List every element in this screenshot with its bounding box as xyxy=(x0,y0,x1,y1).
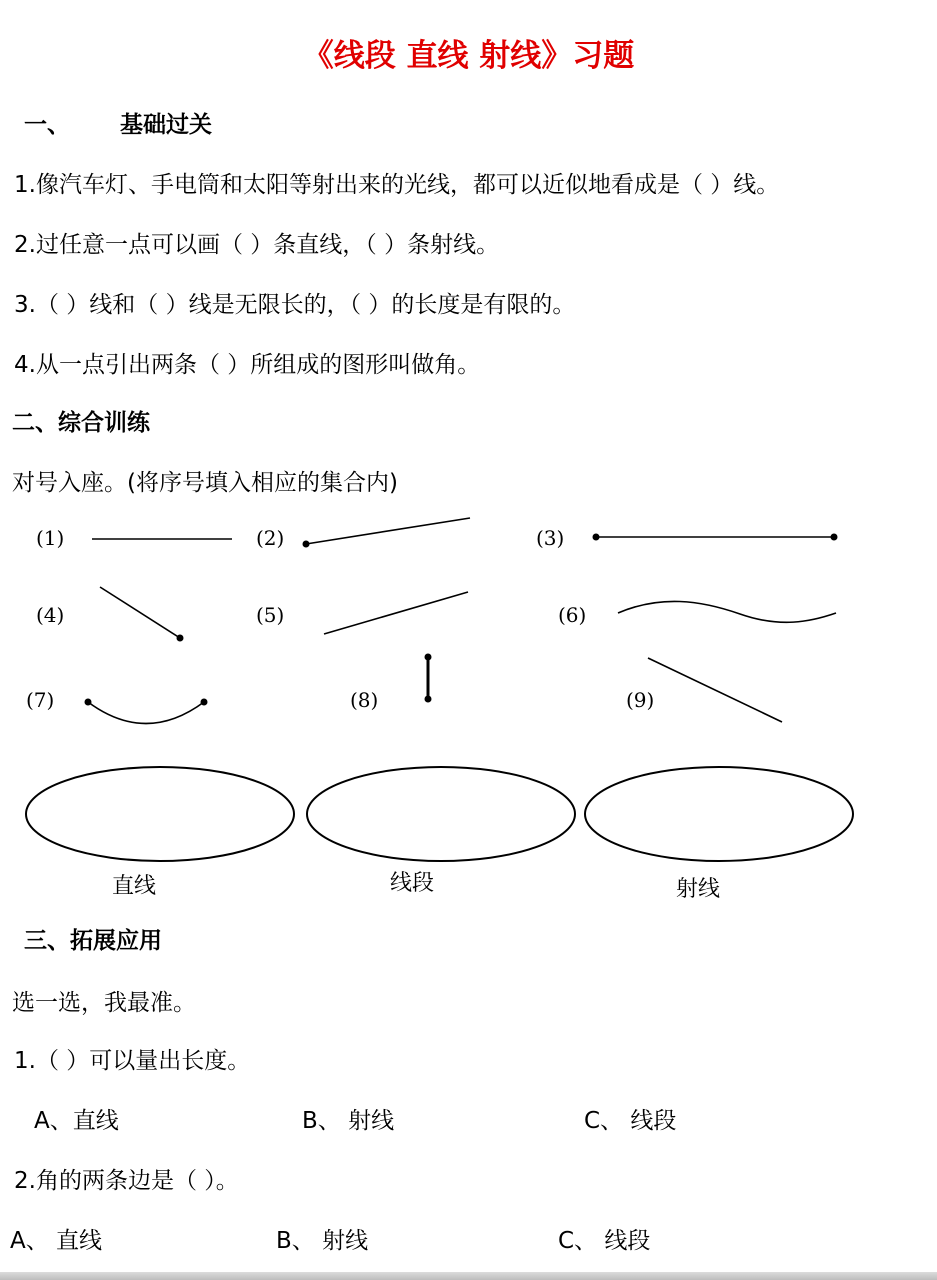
figure-4-ray xyxy=(100,587,180,638)
figure-7-arc xyxy=(88,702,204,724)
section1-question-3: 3.（ ）线和（ ）线是无限长的，（ ）的长度是有限的。 xyxy=(14,292,576,318)
page-title: 《线段 直线 射线》习题 xyxy=(302,38,635,74)
figure-9-line xyxy=(648,658,782,722)
set-ellipse-ray xyxy=(585,767,853,861)
figure-label-4: (4) xyxy=(36,603,65,627)
q1-option-b: B、 射线 xyxy=(302,1108,395,1134)
figure-label-5: (5) xyxy=(256,603,285,627)
set-ellipse-segment xyxy=(307,767,575,861)
figure-2-endpoint xyxy=(303,541,310,548)
section1-heading-number: 一、 xyxy=(24,112,70,138)
figure-2-ray xyxy=(306,518,470,544)
figure-5-line xyxy=(324,592,468,634)
section1-question-2: 2.过任意一点可以画（ ）条直线，（ ）条射线。 xyxy=(14,232,500,258)
figure-3-endpoint-right xyxy=(831,534,838,541)
set-label-line: 直线 xyxy=(112,874,157,899)
q2-option-b: B、 射线 xyxy=(276,1228,369,1254)
q2-option-a: A、 直线 xyxy=(10,1228,103,1254)
figure-label-6: (6) xyxy=(558,603,587,627)
section3-question-2: 2.角的两条边是（ ）。 xyxy=(14,1168,239,1194)
q1-option-c: C、 线段 xyxy=(584,1108,677,1134)
section3-intro: 选一选，我最准。 xyxy=(12,990,196,1016)
set-label-segment: 线段 xyxy=(390,871,435,896)
section2-instruction: 对号入座。(将序号填入相应的集合内) xyxy=(12,470,398,496)
q2-option-c: C、 线段 xyxy=(558,1228,651,1254)
figure-label-3: (3) xyxy=(536,526,565,550)
section3-heading: 三、拓展应用 xyxy=(24,928,162,954)
figure-label-9: (9) xyxy=(626,688,655,712)
q1-option-a: A、直线 xyxy=(34,1108,119,1134)
figure-label-8: (8) xyxy=(350,688,379,712)
set-label-ray: 射线 xyxy=(676,877,721,902)
figure-3-endpoint-left xyxy=(593,534,600,541)
section1-heading: 基础过关 xyxy=(120,112,212,138)
figure-label-2: (2) xyxy=(256,526,285,550)
section1-question-4: 4.从一点引出两条（ ）所组成的图形叫做角。 xyxy=(14,352,481,378)
figure-7-endpoint-left xyxy=(85,699,92,706)
figure-7-endpoint-right xyxy=(201,699,208,706)
figure-8-endpoint-bottom xyxy=(425,696,432,703)
figure-4-endpoint xyxy=(177,635,184,642)
figure-label-1: (1) xyxy=(36,526,65,550)
figure-8-endpoint-top xyxy=(425,654,432,661)
section3-question-1: 1.（ ）可以量出长度。 xyxy=(14,1048,251,1074)
figure-6-curve xyxy=(618,601,836,622)
section2-heading: 二、综合训练 xyxy=(12,410,150,436)
section1-question-1: 1.像汽车灯、手电筒和太阳等射出来的光线，都可以近似地看成是（ ）线。 xyxy=(14,172,780,198)
set-ellipse-line xyxy=(26,767,294,861)
figure-label-7: (7) xyxy=(26,688,55,712)
bottom-divider xyxy=(0,1272,937,1280)
